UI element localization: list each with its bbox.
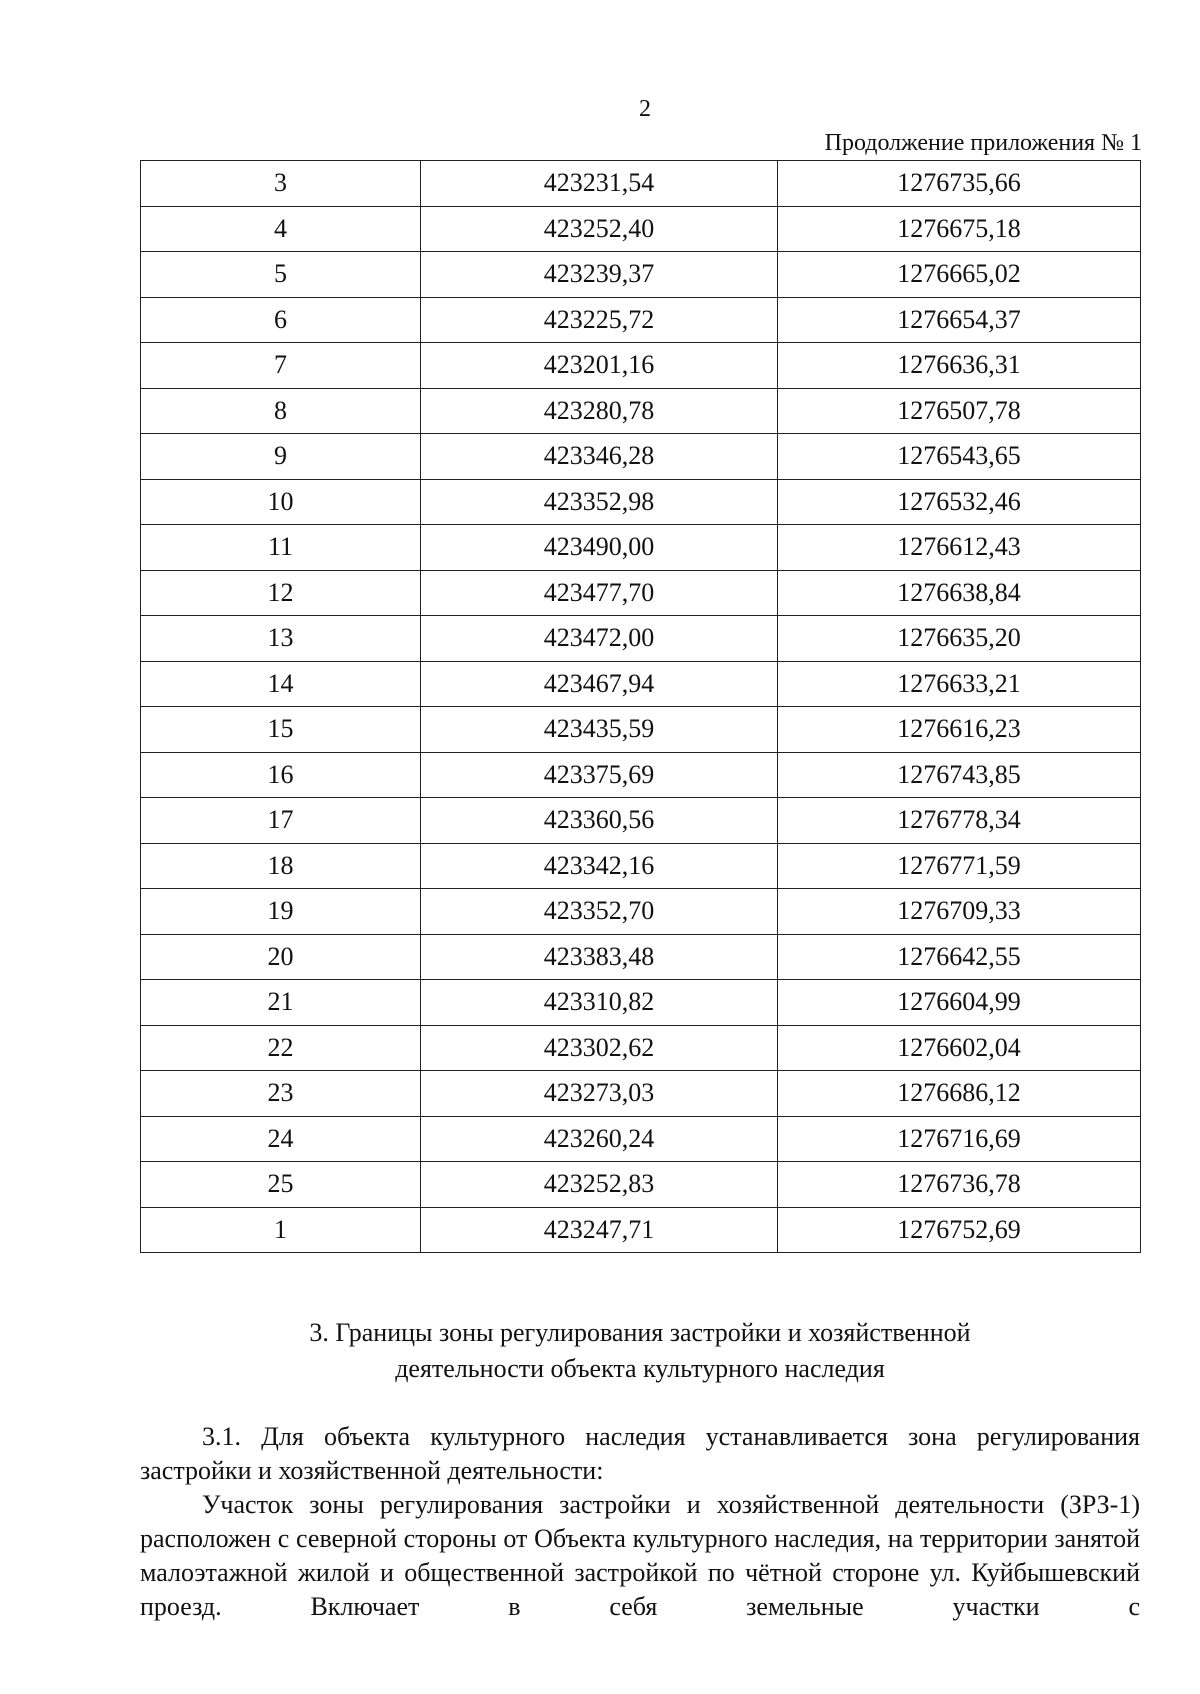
point-number-cell: 6 bbox=[141, 297, 421, 343]
point-number-cell: 23 bbox=[141, 1071, 421, 1117]
x-coordinate-cell: 423302,62 bbox=[421, 1025, 778, 1071]
paragraph-3-1: 3.1. Для объекта культурного наследия устанавливается зона регулирования застройки и хозяйственной деятельности: bbox=[140, 1422, 1140, 1485]
point-number-cell: 17 bbox=[141, 798, 421, 844]
x-coordinate-cell: 423201,16 bbox=[421, 343, 778, 389]
y-coordinate-cell: 1276665,02 bbox=[778, 252, 1141, 298]
table-row bbox=[141, 1162, 1141, 1208]
x-coordinate-cell: 423472,00 bbox=[421, 616, 778, 662]
point-number-cell: 1 bbox=[141, 1207, 421, 1253]
section-heading-line-1: 3. Границы зоны регулирования застройки и хозяйственной bbox=[309, 1318, 971, 1347]
x-coordinate-cell: 423352,70 bbox=[421, 889, 778, 935]
x-coordinate-cell: 423346,28 bbox=[421, 434, 778, 480]
point-number-cell: 22 bbox=[141, 1025, 421, 1071]
point-number-cell: 19 bbox=[141, 889, 421, 935]
y-coordinate-cell: 1276735,66 bbox=[778, 161, 1141, 207]
table-row bbox=[141, 525, 1141, 571]
table-row bbox=[141, 843, 1141, 889]
x-coordinate-cell: 423225,72 bbox=[421, 297, 778, 343]
y-coordinate-cell: 1276507,78 bbox=[778, 388, 1141, 434]
x-coordinate-cell: 423435,59 bbox=[421, 707, 778, 753]
table-row bbox=[141, 388, 1141, 434]
point-number-cell: 3 bbox=[141, 161, 421, 207]
x-coordinate-cell: 423252,83 bbox=[421, 1162, 778, 1208]
x-coordinate-cell: 423360,56 bbox=[421, 798, 778, 844]
table-row bbox=[141, 707, 1141, 753]
table-row bbox=[141, 1071, 1141, 1117]
table-row bbox=[141, 934, 1141, 980]
table-row bbox=[141, 434, 1141, 480]
y-coordinate-cell: 1276771,59 bbox=[778, 843, 1141, 889]
point-number-cell: 21 bbox=[141, 980, 421, 1026]
point-number-cell: 24 bbox=[141, 1116, 421, 1162]
x-coordinate-cell: 423280,78 bbox=[421, 388, 778, 434]
point-number-cell: 12 bbox=[141, 570, 421, 616]
table-row bbox=[141, 252, 1141, 298]
point-number-cell: 16 bbox=[141, 752, 421, 798]
section-heading bbox=[140, 1315, 1140, 1387]
table-row bbox=[141, 297, 1141, 343]
point-number-cell: 11 bbox=[141, 525, 421, 571]
table-row bbox=[141, 570, 1141, 616]
x-coordinate-cell: 423375,69 bbox=[421, 752, 778, 798]
point-number-cell: 15 bbox=[141, 707, 421, 753]
table-row bbox=[141, 206, 1141, 252]
table-row bbox=[141, 161, 1141, 207]
x-coordinate-cell: 423477,70 bbox=[421, 570, 778, 616]
x-coordinate-cell: 423231,54 bbox=[421, 161, 778, 207]
y-coordinate-cell: 1276604,99 bbox=[778, 980, 1141, 1026]
table-row bbox=[141, 616, 1141, 662]
x-coordinate-cell: 423273,03 bbox=[421, 1071, 778, 1117]
point-number-cell: 5 bbox=[141, 252, 421, 298]
x-coordinate-cell: 423239,37 bbox=[421, 252, 778, 298]
y-coordinate-cell: 1276638,84 bbox=[778, 570, 1141, 616]
point-number-cell: 14 bbox=[141, 661, 421, 707]
y-coordinate-cell: 1276736,78 bbox=[778, 1162, 1141, 1208]
y-coordinate-cell: 1276778,34 bbox=[778, 798, 1141, 844]
y-coordinate-cell: 1276675,18 bbox=[778, 206, 1141, 252]
y-coordinate-cell: 1276635,20 bbox=[778, 616, 1141, 662]
y-coordinate-cell: 1276716,69 bbox=[778, 1116, 1141, 1162]
x-coordinate-cell: 423247,71 bbox=[421, 1207, 778, 1253]
table-row bbox=[141, 980, 1141, 1026]
point-number-cell: 9 bbox=[141, 434, 421, 480]
y-coordinate-cell: 1276752,69 bbox=[778, 1207, 1141, 1253]
y-coordinate-cell: 1276602,04 bbox=[778, 1025, 1141, 1071]
x-coordinate-cell: 423467,94 bbox=[421, 661, 778, 707]
page-number: 2 bbox=[639, 96, 651, 122]
table-row bbox=[141, 343, 1141, 389]
y-coordinate-cell: 1276686,12 bbox=[778, 1071, 1141, 1117]
point-number-cell: 18 bbox=[141, 843, 421, 889]
y-coordinate-cell: 1276709,33 bbox=[778, 889, 1141, 935]
x-coordinate-cell: 423383,48 bbox=[421, 934, 778, 980]
y-coordinate-cell: 1276633,21 bbox=[778, 661, 1141, 707]
y-coordinate-cell: 1276654,37 bbox=[778, 297, 1141, 343]
body-text bbox=[140, 1420, 1140, 1624]
point-number-cell: 8 bbox=[141, 388, 421, 434]
table-row bbox=[141, 1207, 1141, 1253]
continuation-note: Продолжение приложения № 1 bbox=[824, 130, 1142, 156]
y-coordinate-cell: 1276642,55 bbox=[778, 934, 1141, 980]
x-coordinate-cell: 423310,82 bbox=[421, 980, 778, 1026]
point-number-cell: 10 bbox=[141, 479, 421, 525]
paragraph-zone-description: Участок зоны регулирования застройки и хозяйственной деятельности (ЗРЗ-1) расположен с северной стороны от Объекта культурного наследия, на территории занятой малоэтажной жилой и общественной застройкой по чётной стороне ул. Куйбышевский проезд. Включает в себя земельные участки с bbox=[140, 1490, 1140, 1621]
table-row bbox=[141, 1025, 1141, 1071]
y-coordinate-cell: 1276616,23 bbox=[778, 707, 1141, 753]
table-row bbox=[141, 889, 1141, 935]
x-coordinate-cell: 423490,00 bbox=[421, 525, 778, 571]
point-number-cell: 7 bbox=[141, 343, 421, 389]
coordinates-table-body bbox=[141, 161, 1141, 1253]
point-number-cell: 25 bbox=[141, 1162, 421, 1208]
x-coordinate-cell: 423252,40 bbox=[421, 206, 778, 252]
point-number-cell: 13 bbox=[141, 616, 421, 662]
table-row bbox=[141, 1116, 1141, 1162]
y-coordinate-cell: 1276543,65 bbox=[778, 434, 1141, 480]
y-coordinate-cell: 1276532,46 bbox=[778, 479, 1141, 525]
point-number-cell: 20 bbox=[141, 934, 421, 980]
point-number-cell: 4 bbox=[141, 206, 421, 252]
y-coordinate-cell: 1276743,85 bbox=[778, 752, 1141, 798]
section-heading-line-2: деятельности объекта культурного наследия bbox=[395, 1354, 885, 1383]
table-row bbox=[141, 752, 1141, 798]
x-coordinate-cell: 423342,16 bbox=[421, 843, 778, 889]
y-coordinate-cell: 1276612,43 bbox=[778, 525, 1141, 571]
table-row bbox=[141, 661, 1141, 707]
x-coordinate-cell: 423260,24 bbox=[421, 1116, 778, 1162]
y-coordinate-cell: 1276636,31 bbox=[778, 343, 1141, 389]
coordinates-table bbox=[140, 160, 1141, 1253]
table-row bbox=[141, 479, 1141, 525]
table-row bbox=[141, 798, 1141, 844]
x-coordinate-cell: 423352,98 bbox=[421, 479, 778, 525]
